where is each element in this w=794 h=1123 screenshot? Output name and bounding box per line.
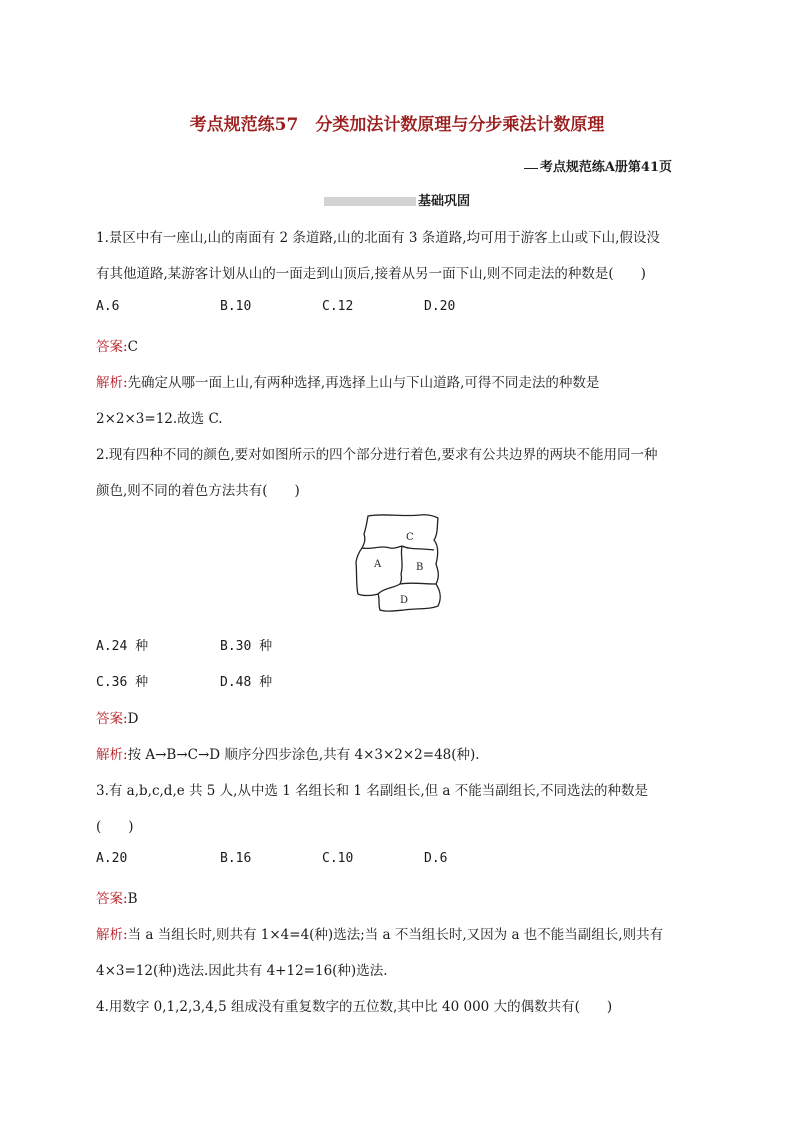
q3-option-a: A.20 (96, 851, 128, 866)
analysis-label: 解析: (96, 375, 128, 391)
q1-line1: 1.景区中有一座山,山的南面有 2 条道路,山的北面有 3 条道路,均可用于游客上山或下山,假设没 (96, 230, 660, 246)
q2-line1: 2.现有四种不同的颜色,要对如图所示的四个部分进行着色,要求有公共边界的两块不能用同一种 (96, 447, 658, 463)
boundary-ab (400, 546, 402, 584)
q3-line2: ( ) (96, 819, 134, 835)
analysis-label: 解析: (96, 747, 128, 763)
underline-mark (524, 168, 538, 169)
region-label-b: B (416, 562, 424, 573)
q2-option-c: C.36 种 (96, 675, 149, 690)
answer-value: C (127, 339, 138, 355)
q1-option-b: B.10 (220, 299, 252, 314)
q3-answer (96, 887, 137, 907)
q2-option-d: D.48 种 (220, 675, 273, 690)
reference-text: 考点规范练A册第41页 (539, 160, 672, 175)
workbook-reference (524, 156, 672, 175)
boundary-ac (362, 546, 402, 548)
q4-line1: 4.用数字 0,1,2,3,4,5 组成没有重复数字的五位数,其中比 40 000 大的偶数共有( ) (96, 999, 613, 1015)
q3-option-c: C.10 (322, 851, 354, 866)
answer-value: D (127, 711, 139, 727)
q2-analysis (96, 743, 480, 763)
q2-option-a: A.24 种 (96, 639, 149, 654)
boundary-abd (378, 583, 436, 594)
q1-analysis (96, 371, 599, 391)
analysis-label: 解析: (96, 927, 128, 943)
section-bar (324, 197, 416, 206)
region-map-diagram (354, 512, 446, 616)
page-title: 考点规范练57 分类加法计数原理与分步乘法计数原理 (189, 115, 605, 135)
region-label-d: D (400, 595, 409, 606)
answer-label: 答案: (96, 711, 128, 727)
q1-option-c: C.12 (322, 299, 354, 314)
q1-option-d: D.20 (424, 299, 456, 314)
answer-label: 答案: (96, 339, 128, 355)
analysis-text: 先确定从哪一面上山,有两种选择,再选择上山与下山道路,可得不同走法的种数是 (127, 375, 600, 391)
region-label-c: C (406, 532, 414, 543)
q2-answer (96, 707, 138, 727)
q1-answer (96, 335, 138, 355)
analysis-text: 当 a 当组长时,则共有 1×4=4(种)选法;当 a 不当组长时,又因为 a 也不能当副组长,则共有 (127, 927, 664, 943)
region-outline (356, 515, 440, 611)
boundary-cb (402, 546, 434, 550)
q2-option-b: B.30 种 (220, 639, 273, 654)
q3-option-d: D.6 (424, 851, 448, 866)
q1-analysis-cont: 2×2×3=12.故选 C. (96, 411, 223, 427)
q3-analysis (96, 923, 663, 943)
q1-line2: 有其他道路,某游客计划从山的一面走到山顶后,接着从另一面下山,则不同走法的种数是( ) (96, 266, 646, 282)
q3-analysis-cont: 4×3=12(种)选法.因此共有 4+12=16(种)选法. (96, 963, 388, 979)
region-label-a: A (374, 559, 382, 570)
q3-option-b: B.16 (220, 851, 252, 866)
section-title: 基础巩固 (418, 194, 471, 209)
q2-line2: 颜色,则不同的着色方法共有( ) (96, 483, 300, 499)
answer-value: B (127, 891, 138, 907)
section-heading (324, 190, 470, 209)
analysis-text: 按 A→B→C→D 顺序分四步涂色,共有 4×3×2×2=48(种). (127, 747, 480, 763)
q1-option-a: A.6 (96, 299, 120, 314)
answer-label: 答案: (96, 891, 128, 907)
q3-line1: 3.有 a,b,c,d,e 共 5 人,从中选 1 名组长和 1 名副组长,但 a 不能当副组长,不同选法的种数是 (96, 783, 649, 799)
